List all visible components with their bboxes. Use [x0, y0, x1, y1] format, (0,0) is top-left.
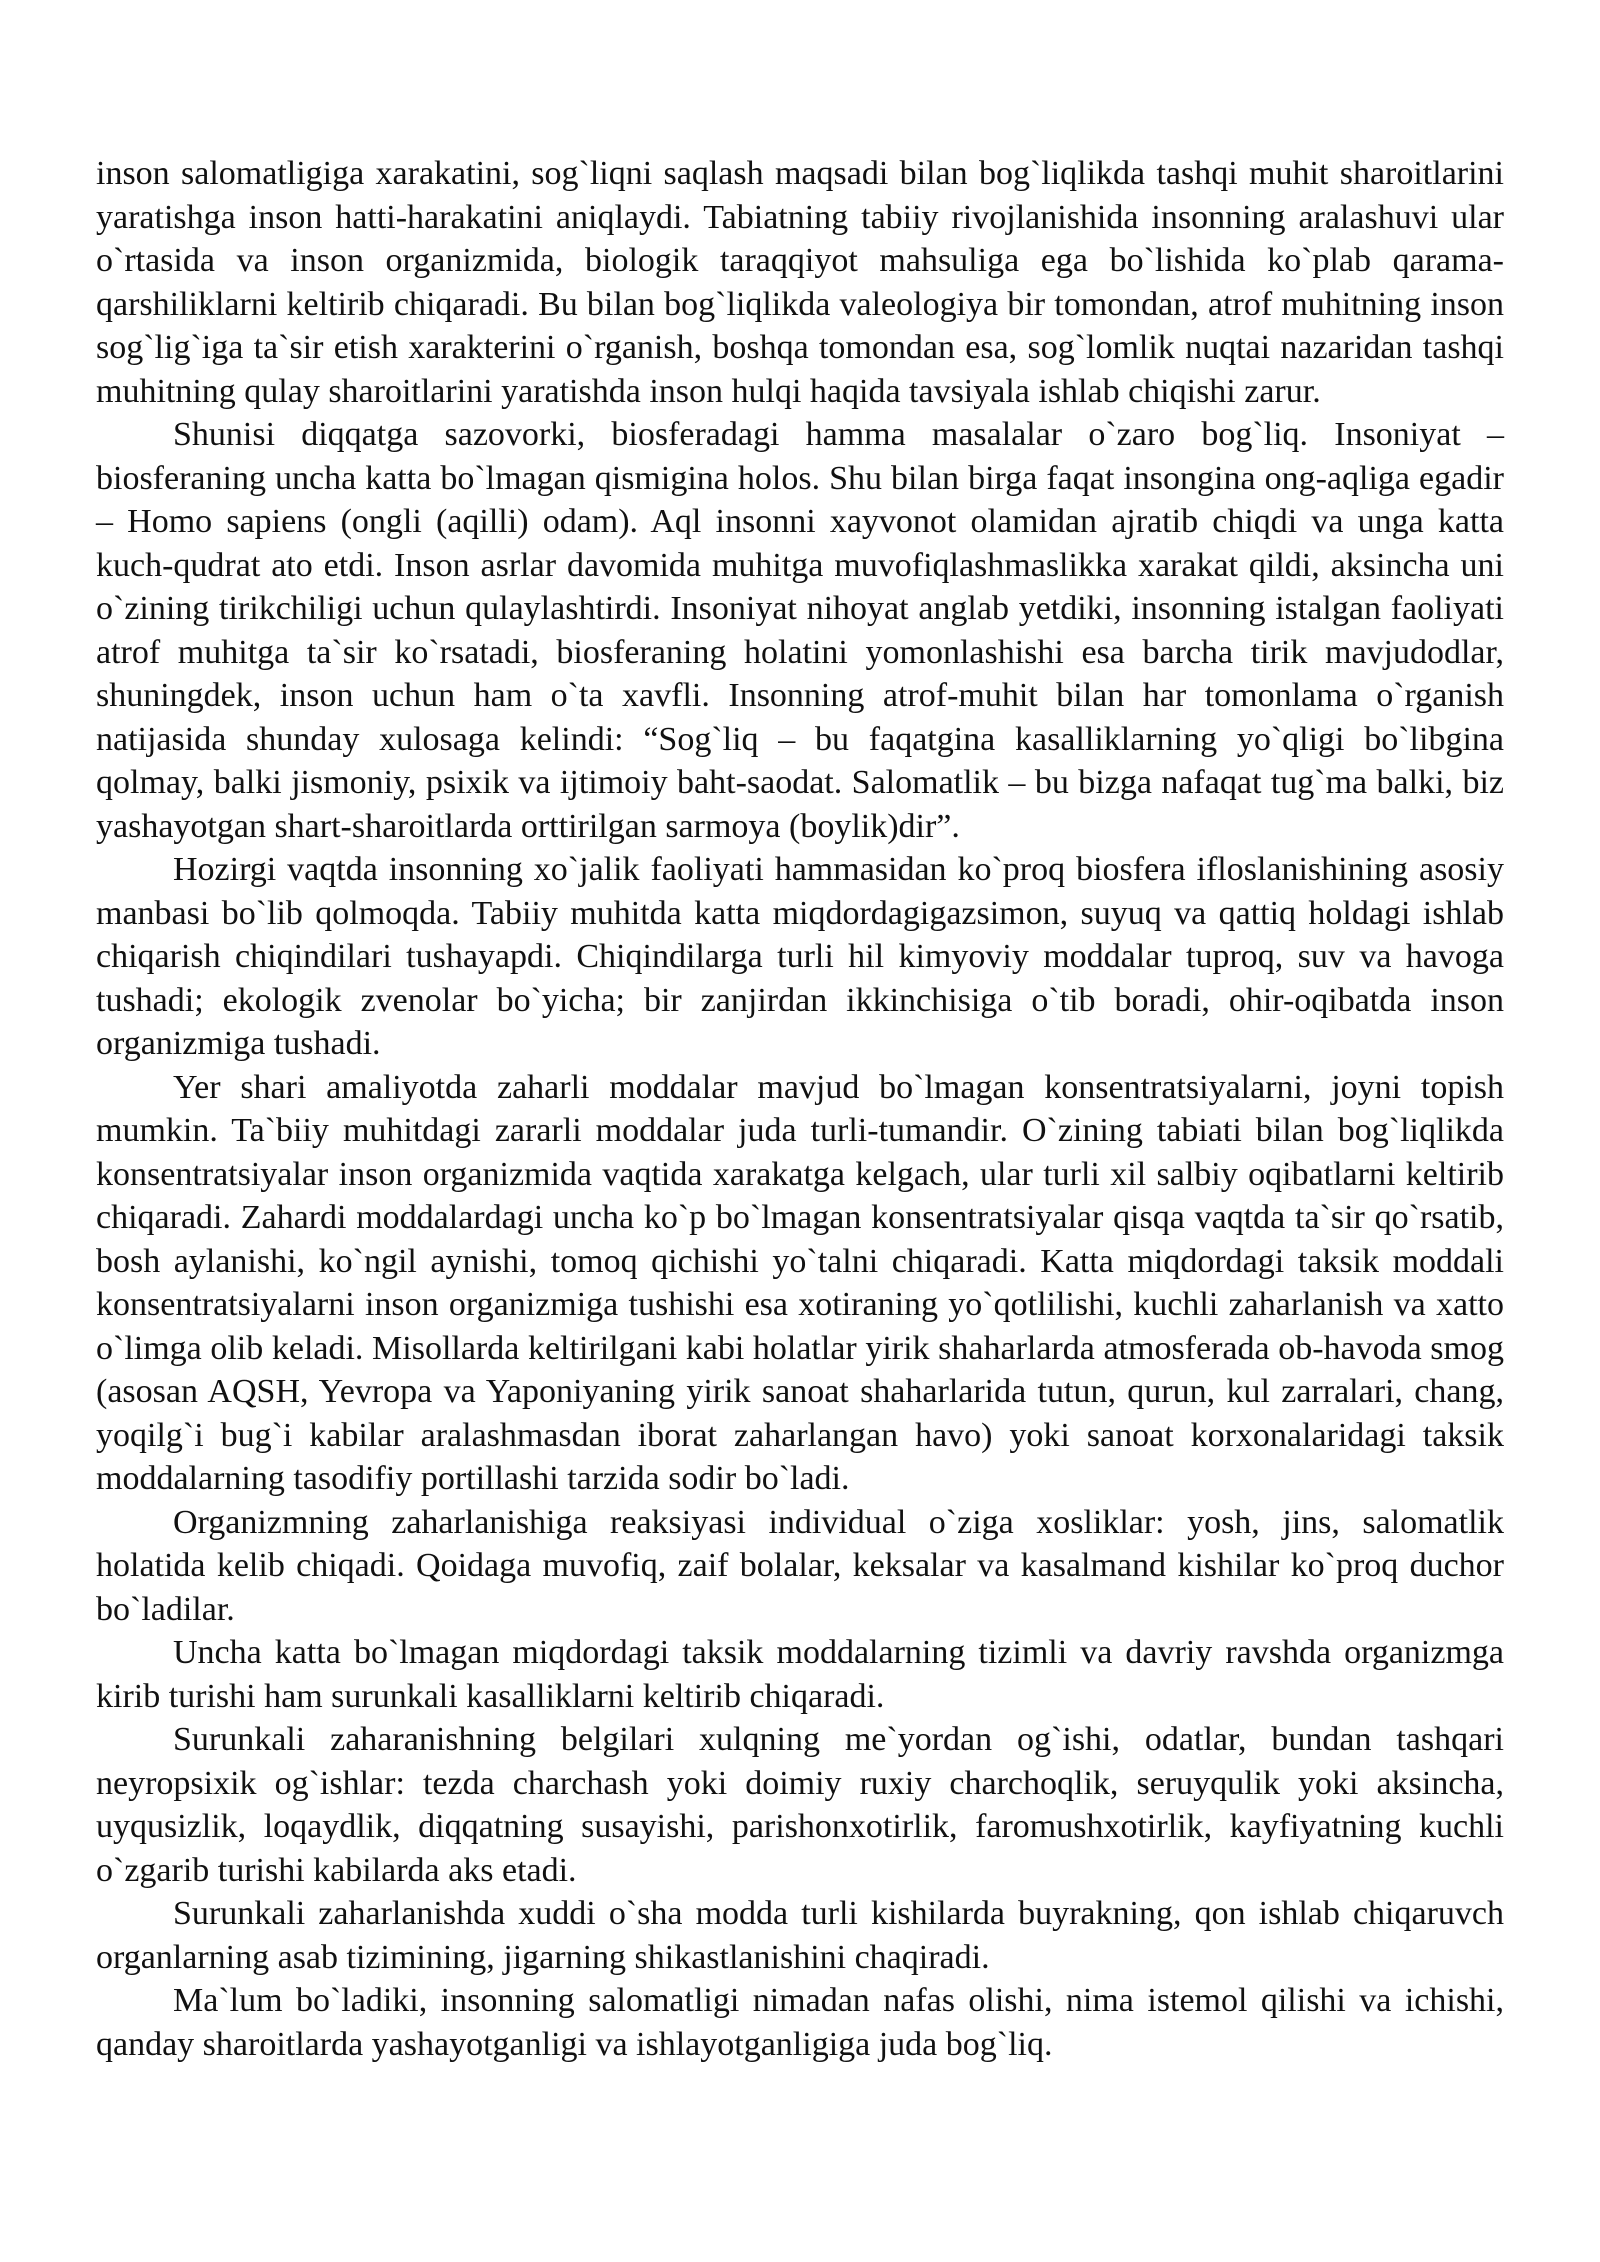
paragraph-conclusion: Ma`lum bo`ladiki, insonning salomatligi nimadan nafas olishi, nima istemol qilishi va ichishi, qanday sharoitlarda yashayotganligi va ishlayotganligiga juda bog`liq.	[96, 1982, 1504, 2063]
paragraph-chronic-symptoms: Surunkali zaharanishning belgilari xulqning me`yordan og`ishi, odatlar, bundan tashqari neyropsixik og`ishlar: tezda charchash yoki doimiy ruxiy charchoqlik, seruyqulik yoki aksincha, uyqusizlik, loqaydlik, diqqatning susayishi, parishonxotirlik, faromushxotirlik, kayfiyatning kuchli o`zgarib turishi kabilarda aks etadi.	[96, 1721, 1504, 1889]
paragraph-continuation: inson salomatligiga xarakatini, sog`liqni saqlash maqsadi bilan bog`liqlikda tashqi muhit sharoitlarini yaratishga inson hatti-harakatini aniqlaydi. Tabiatning tabiiy rivojlanishida insonning aralashuvi ular o`rtasida va inson organizmida, biologik taraqqiyot mahsuliga ega bo`lishida ko`plab qarama-qarshiliklarni keltirib chiqaradi. Bu bilan bog`liqlikda valeologiya bir tomondan, atrof muhitning inson sog`lig`iga ta`sir etish xarakterini o`rganish, boshqa tomondan esa, sog`lomlik nuqtai nazaridan tashqi muhitning qulay sharoitlarini yaratishda inson hulqi haqida tavsiyala ishlab chiqishi zarur.	[96, 155, 1504, 410]
paragraph-biosphere: Shunisi diqqatga sazovorki, biosferadagi hamma masalalar o`zaro bog`liq. Insoniyat – biosferaning uncha katta bo`lmagan qismigina holos. Shu bilan birga faqat insongina ong-aqliga egadir – Homo sapiens (ongli (aqilli) odam). Aql insonni xayvonot olamidan ajratib chiqdi va unga katta kuch-qudrat ato etdi. Inson asrlar davomida muhitga muvofiqlashmaslikka xarakat qildi, aksincha uni o`zining tirikchiligi uchun qulaylashtirdi. Insoniyat nihoyat anglab yetdiki, insonning istalgan faoliyati atrof muhitga ta`sir ko`rsatadi, biosferaning holatini yomonlashishi esa barcha tirik mavjudodlar, shuningdek, inson uchun ham o`ta xavfli. Insonning atrof-muhit bilan har tomonlama o`rganish natijasida shunday xulosaga kelindi: “Sog`liq – bu faqatgina kasalliklarning yo`qligi bo`libgina qolmay, balki jismoniy, psixik va ijtimoiy baht-saodat. Salomatlik – bu bizga nafaqat tug`ma balki, biz yashayotgan shart-sharoitlarda orttirilgan sarmoya (boylik)dir”.	[96, 416, 1504, 845]
document-page	[96, 152, 1504, 2066]
paragraph-organ-damage: Surunkali zaharlanishda xuddi o`sha modda turli kishilarda buyrakning, qon ishlab chiqaruvch organlarning asab tizimining, jigarning shikastlanishini chaqiradi.	[96, 1895, 1504, 1976]
paragraph-chronic-diseases: Uncha katta bo`lmagan miqdordagi taksik moddalarning tizimli va davriy ravshda organizmga kirib turishi ham surunkali kasalliklarni keltirib chiqaradi.	[96, 1634, 1504, 1715]
paragraph-individual-reaction: Organizmning zaharlanishiga reaksiyasi individual o`ziga xosliklar: yosh, jins, salomatlik holatida kelib chiqadi. Qoidaga muvofiq, zaif bolalar, keksalar va kasalmand kishilar ko`proq duchor bo`ladilar.	[96, 1503, 1504, 1628]
paragraph-toxic-concentrations: Yer shari amaliyotda zaharli moddalar mavjud bo`lmagan konsentratsiyalarni, joyni topish mumkin. Ta`biiy muhitdagi zararli moddalar juda turli-tumandir. O`zining tabiati bilan bog`liqlikda konsentratsiyalar inson organizmida vaqtida xarakatga kelgach, ular turli xil salbiy oqibatlarni keltirib chiqaradi. Zahardi moddalardagi uncha ko`p bo`lmagan konsentratsiyalar qisqa vaqtda ta`sir qo`rsatib, bosh aylanishi, ko`ngil aynishi, tomoq qichishi yo`talni chiqaradi. Katta miqdordagi taksik moddali konsentratsiyalarni inson organizmiga tushishi esa xotiraning yo`qotlilishi, kuchli zaharlanish va xatto o`limga olib keladi. Misollarda keltirilgani kabi holatlar yirik shaharlarda atmosferada ob-havoda smog (asosan AQSH, Yevropa va Yaponiyaning yirik sanoat shaharlarida tutun, qurun, kul zarralari, chang, yoqilg`i bug`i kabilar aralashmasdan iborat zaharlangan havo) yoki sanoat korxonalaridagi taksik moddalarning tasodifiy portillashi tarzida sodir bo`ladi.	[96, 1068, 1504, 1497]
paragraph-pollution-source: Hozirgi vaqtda insonning xo`jalik faoliyati hammasidan ko`proq biosfera ifloslanishining asosiy manbasi bo`lib qolmoqda. Tabiiy muhitda katta miqdordagigazsimon, suyuq va qattiq holdagi ishlab chiqarish chiqindilari tushayapdi. Chiqindilarga turli hil kimyoviy moddalar tuproq, suv va havoga tushadi; ekologik zvenolar bo`yicha; bir zanjirdan ikkinchisiga o`tib boradi, ohir-oqibatda inson organizmiga tushadi.	[96, 851, 1504, 1062]
